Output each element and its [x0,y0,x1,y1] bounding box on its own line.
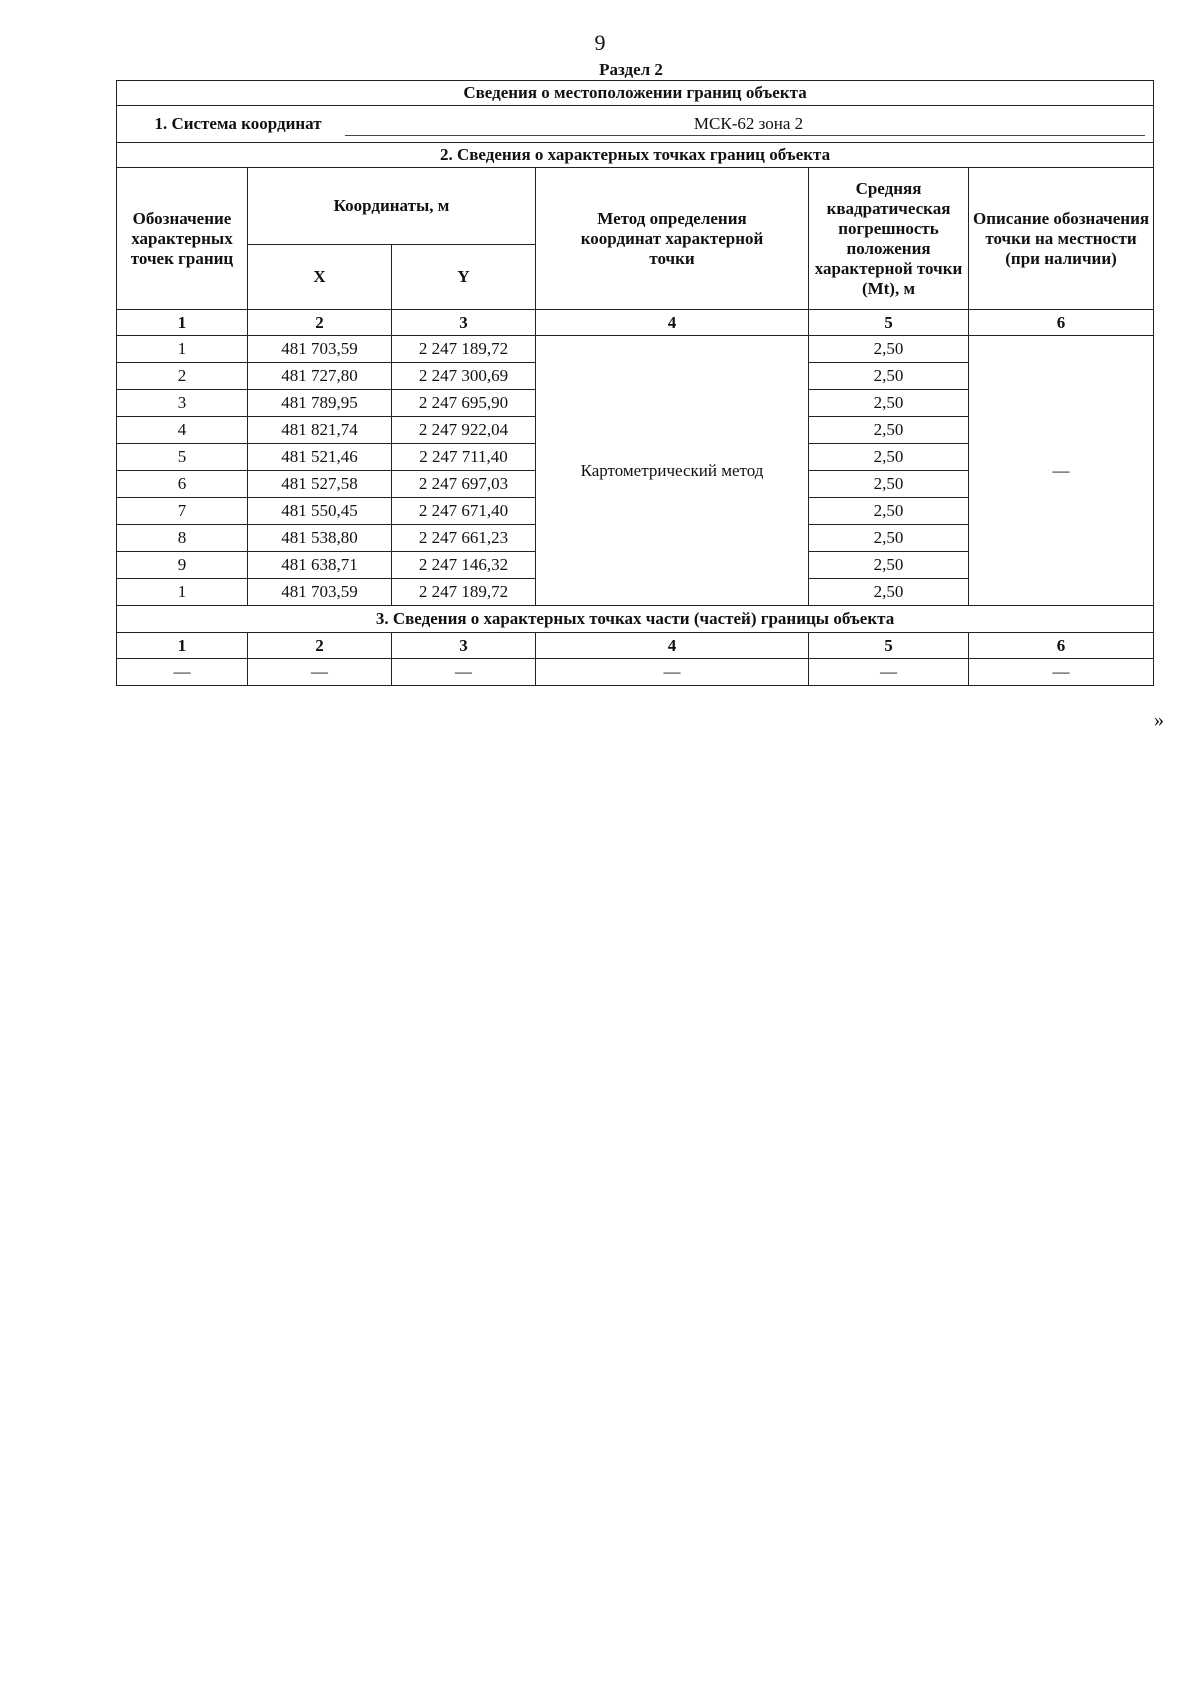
coord-system-row [117,106,1154,143]
parts-heading: 3. Сведения о характерных точках части (частей) границы объекта [117,606,1154,633]
x-cell: 481 527,58 [248,471,392,498]
header-designation: Обозначение характерных точек границ [117,168,248,310]
column-number: 2 [248,633,392,659]
parts-cell: — [536,659,809,686]
column-number: 2 [248,310,392,336]
column-number: 4 [536,310,809,336]
coord-system-value: МСК-62 зона 2 [345,113,1145,136]
column-number: 3 [392,310,536,336]
point-cell: 9 [117,552,248,579]
mt-cell: 2,50 [809,336,969,363]
point-cell: 6 [117,471,248,498]
table-row [117,336,1154,363]
point-cell: 3 [117,390,248,417]
column-number-row [117,310,1154,336]
column-number: 5 [809,633,969,659]
parts-cell: — [809,659,969,686]
parts-cell: — [969,659,1154,686]
x-cell: 481 703,59 [248,336,392,363]
closing-quote: » [1154,709,1164,731]
header-x: X [248,245,392,310]
y-cell: 2 247 189,72 [392,336,536,363]
point-cell: 1 [117,336,248,363]
mt-cell: 2,50 [809,471,969,498]
y-cell: 2 247 189,72 [392,579,536,606]
y-cell: 2 247 300,69 [392,363,536,390]
y-cell: 2 247 695,90 [392,390,536,417]
x-cell: 481 550,45 [248,498,392,525]
point-cell: 8 [117,525,248,552]
mt-cell: 2,50 [809,579,969,606]
header-description: Описание обозначения точки на местности (при наличии) [969,168,1154,310]
y-cell: 2 247 671,40 [392,498,536,525]
column-number: 5 [809,310,969,336]
description-cell: — [969,336,1154,606]
mt-cell: 2,50 [809,525,969,552]
header-coordinates: Координаты, м [248,168,536,245]
y-cell: 2 247 922,04 [392,417,536,444]
column-number: 6 [969,633,1154,659]
section-title: Раздел 2 [599,60,663,79]
parts-row [117,659,1154,686]
points-heading: 2. Сведения о характерных точках границ объекта [117,143,1154,168]
table-heading: Сведения о местоположении границ объекта [117,81,1154,106]
x-cell: 481 638,71 [248,552,392,579]
method-cell: Картометрический метод [536,336,809,606]
header-method: Метод определения координат характерной точки [536,168,809,310]
page-number: 9 [594,30,606,55]
mt-cell: 2,50 [809,417,969,444]
x-cell: 481 703,59 [248,579,392,606]
parts-cell: — [248,659,392,686]
header-error: Средняя квадратическая погрешность положения характерной точки (Mt), м [809,168,969,310]
y-cell: 2 247 146,32 [392,552,536,579]
mt-cell: 2,50 [809,390,969,417]
y-cell: 2 247 711,40 [392,444,536,471]
point-cell: 5 [117,444,248,471]
point-cell: 7 [117,498,248,525]
y-cell: 2 247 697,03 [392,471,536,498]
point-cell: 2 [117,363,248,390]
parts-column-number-row [117,633,1154,659]
boundary-table [116,80,1154,686]
point-cell: 4 [117,417,248,444]
x-cell: 481 821,74 [248,417,392,444]
column-number: 3 [392,633,536,659]
mt-cell: 2,50 [809,363,969,390]
mt-cell: 2,50 [809,498,969,525]
column-number: 6 [969,310,1154,336]
coord-system-label: 1. Система координат [154,113,322,133]
x-cell: 481 789,95 [248,390,392,417]
point-cell: 1 [117,579,248,606]
header-y: Y [392,245,536,310]
column-number: 4 [536,633,809,659]
x-cell: 481 727,80 [248,363,392,390]
column-number: 1 [117,310,248,336]
column-number: 1 [117,633,248,659]
y-cell: 2 247 661,23 [392,525,536,552]
parts-cell: — [117,659,248,686]
x-cell: 481 538,80 [248,525,392,552]
x-cell: 481 521,46 [248,444,392,471]
mt-cell: 2,50 [809,444,969,471]
parts-cell: — [392,659,536,686]
mt-cell: 2,50 [809,552,969,579]
